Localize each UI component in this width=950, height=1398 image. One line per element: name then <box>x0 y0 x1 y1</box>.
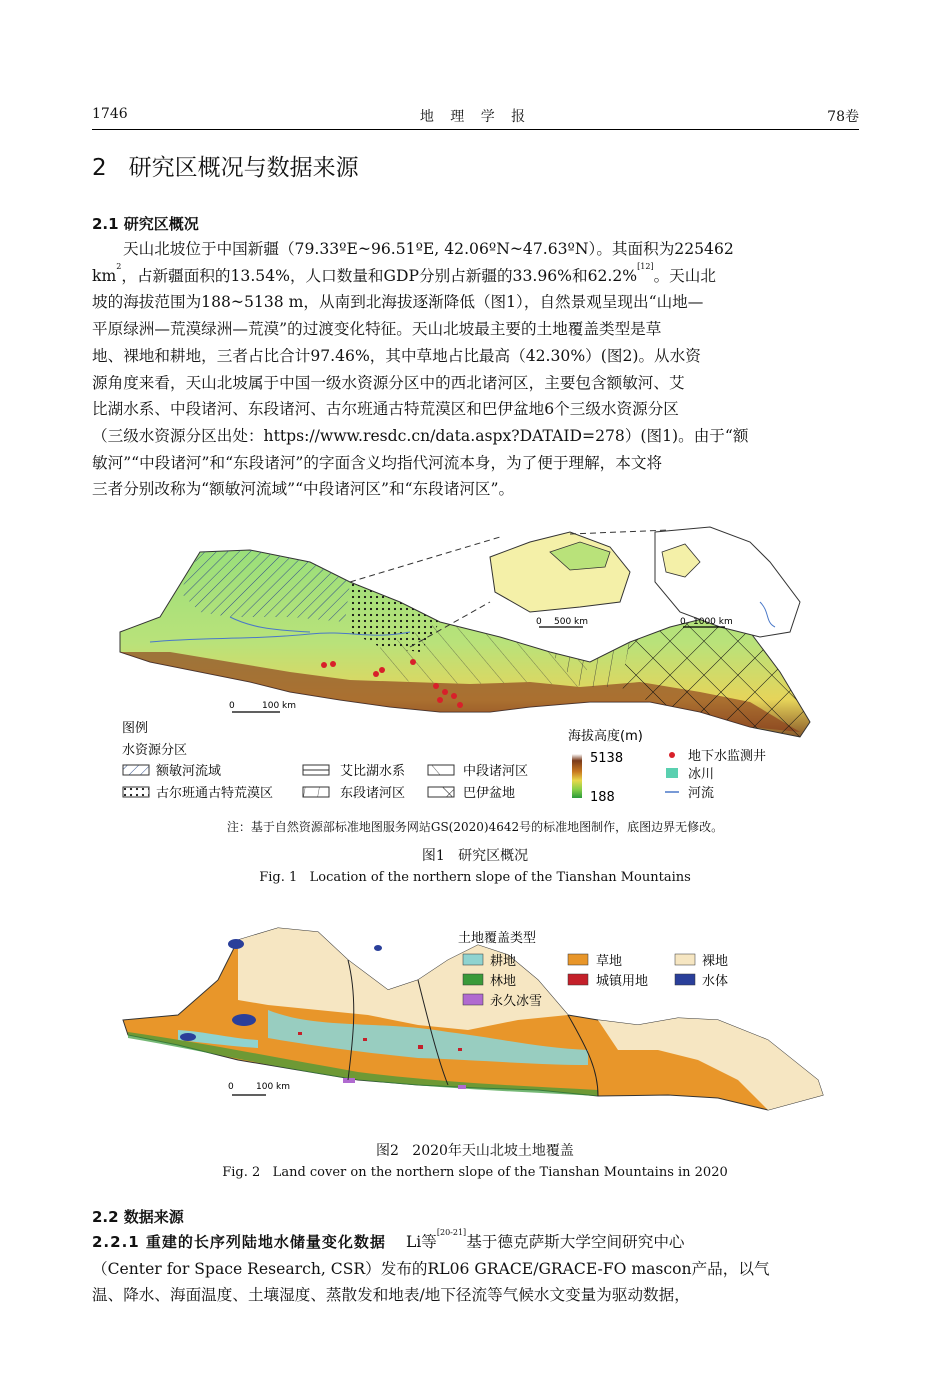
paragraph-study-area <box>92 236 859 503</box>
section-title: 2 研究区概况与数据来源 <box>92 155 359 181</box>
well-point <box>451 693 457 699</box>
para1-line: （三级水资源分区出处：https://www.resdc.cn/data.aspx?DATAID=278）(图1)。由于“额 <box>92 426 749 445</box>
header-rule <box>92 129 859 130</box>
scale-zero: 0 <box>228 1082 234 1092</box>
para1-line: 天山北坡位于中国新疆（79.33ºE~96.51ºE, 42.06ºN~47.63ºN）。其面积为225462 <box>123 240 734 258</box>
para1-line: 三者分别改称为“额敏河流域”“中段诸河区”和“东段诸河区”。 <box>92 480 515 499</box>
legend-label: 巴伊盆地 <box>463 786 516 801</box>
para1-line: 敏河”“中段诸河”和“东段诸河”的字面含义均指代河流本身，为了便于理解，本文将 <box>92 453 663 472</box>
legend-swatch <box>123 765 149 775</box>
citation-ref: [12] <box>637 261 654 271</box>
figure-1-caption-cn: 图1 研究区概况 <box>421 848 529 864</box>
elevation-max: 5138 <box>590 751 624 766</box>
snow-patch <box>458 1085 466 1089</box>
citation-ref: [20-21] <box>436 1228 467 1237</box>
scale-zero: 0 <box>680 617 686 627</box>
legend-label: 裸地 <box>702 954 729 969</box>
urban-patch <box>458 1048 462 1051</box>
well-point <box>437 697 443 703</box>
volume-label: 78卷 <box>827 109 859 125</box>
text-span: km <box>92 266 117 285</box>
xinjiang-inset <box>490 532 630 612</box>
legend-label: 艾比湖水系 <box>340 764 406 779</box>
legend-swatch-snow <box>463 994 483 1005</box>
legend-swatch-bare <box>675 954 695 965</box>
urban-patch <box>418 1045 423 1049</box>
running-header <box>92 106 859 130</box>
figure-1-note: 注：基于自然资源部标准地图服务网站GS(2020)4642号的标准地图制作，底图边界无修改。 <box>226 820 724 834</box>
water-body <box>228 939 244 949</box>
legend-label: 城镇用地 <box>596 974 649 989</box>
legend-swatch-grassland <box>568 954 588 965</box>
superscript: 2 <box>116 261 122 271</box>
inset-connector <box>350 537 500 582</box>
legend-title: 图例 <box>122 721 149 736</box>
para1-line: 坡的海拔范围为188~5138 m，从南到北海拔逐渐降低（图1），自然景观呈现出“山地— <box>92 293 704 312</box>
scale-dist: 100 km <box>256 1082 291 1092</box>
para2-line: （Center for Space Research, CSR）发布的RL06 GRACE/GRACE-FO mascon产品，以气 <box>92 1259 770 1278</box>
legend-swatch <box>428 787 454 797</box>
legend-subtitle: 水资源分区 <box>122 743 188 758</box>
elevation-legend-title: 海拔高度(m) <box>568 729 643 744</box>
journal-title: 地 理 学 报 <box>419 109 532 125</box>
paragraph-data-source <box>92 1229 859 1309</box>
figure-1-caption-en: Fig. 1 Location of the northern slope of the Tianshan Mountains <box>259 870 691 885</box>
well-point <box>330 661 336 667</box>
legend-label: 永久冰雪 <box>490 994 543 1009</box>
subsection-2-2-title: 2.2 数据来源 <box>92 1208 184 1226</box>
text-span: 基于德克萨斯大学空间研究中心 <box>466 1233 685 1251</box>
well-point <box>321 662 327 668</box>
legend-swatch-cropland <box>463 954 483 965</box>
legend-label: 古尔班通古特荒漠区 <box>156 786 274 801</box>
scale-zero: 0 <box>229 701 235 711</box>
well-point <box>442 689 448 695</box>
para1-line: 源角度来看，天山北坡属于中国一级水资源分区中的西北诸河区，主要包含额敏河、艾 <box>92 373 685 392</box>
legend-swatch-forest <box>463 974 483 985</box>
legend-label: 林地 <box>490 974 517 989</box>
landcover-legend-title: 土地覆盖类型 <box>458 931 537 946</box>
para2-line <box>92 1229 859 1256</box>
well-legend-icon <box>669 752 675 758</box>
figure-2-map <box>118 920 830 1120</box>
scale-dist: 1000 km <box>693 617 733 627</box>
figure-2-caption-cn: 图2 2020年天山北坡土地覆盖 <box>376 1143 574 1159</box>
page-number: 1746 <box>92 106 128 122</box>
elevation-ramp <box>572 754 582 798</box>
legend-swatch <box>303 787 329 797</box>
legend-label: 地下水监测井 <box>688 749 767 764</box>
urban-patch <box>298 1032 302 1035</box>
well-point <box>433 683 439 689</box>
text-span: 。天山北 <box>653 266 716 285</box>
scale-zero: 0 <box>536 617 542 627</box>
legend-label: 河流 <box>688 786 715 801</box>
para2-line: 温、降水、海面温度、土壤湿度、蒸散发和地表/地下径流等气候水文变量为驱动数据， <box>92 1286 690 1305</box>
figure-1-map <box>110 522 840 817</box>
text-span: ，占新疆面积的13.54%，人口数量和GDP分别占新疆的33.96%和62.2% <box>121 266 638 285</box>
legend-label: 东段诸河区 <box>340 786 406 801</box>
para1-line <box>92 263 859 290</box>
urban-patch <box>363 1038 367 1041</box>
para1-line: 平原绿洲—荒漠绿洲—荒漠”的过渡变化特征。天山北坡最主要的土地覆盖类型是草 <box>92 320 662 339</box>
scale-dist: 100 km <box>262 701 297 711</box>
legend-label: 冰川 <box>688 767 715 782</box>
text-span: Li等 <box>405 1233 437 1251</box>
legend-swatch <box>123 787 149 797</box>
water-body <box>374 945 382 951</box>
legend-label: 额敏河流域 <box>156 764 222 779</box>
emin-river-zone <box>180 550 350 622</box>
legend-swatch <box>428 765 454 775</box>
well-point <box>373 671 379 677</box>
legend-label: 水体 <box>702 974 729 989</box>
water-body <box>232 1014 256 1026</box>
figure-2-caption-en: Fig. 2 Land cover on the northern slope of the Tianshan Mountains in 2020 <box>222 1165 728 1180</box>
well-point <box>457 702 463 708</box>
scale-dist: 500 km <box>554 617 589 627</box>
legend-swatch-water <box>675 974 695 985</box>
well-point <box>410 659 416 665</box>
legend-label: 草地 <box>596 954 623 969</box>
well-point <box>379 667 385 673</box>
snow-patch <box>343 1078 355 1083</box>
water-body <box>180 1033 196 1041</box>
subsub-2-2-1-title: 2.2.1 重建的长序列陆地水储量变化数据 <box>92 1233 386 1251</box>
glacier-legend-icon <box>666 768 678 778</box>
subsection-2-1-title: 2.1 研究区概况 <box>92 215 199 233</box>
elevation-min: 188 <box>590 790 615 805</box>
legend-swatch-urban <box>568 974 588 985</box>
legend-label: 耕地 <box>490 954 517 969</box>
legend-label: 中段诸河区 <box>463 764 529 779</box>
para1-line: 地、裸地和耕地，三者占比合计97.46%，其中草地占比最高（42.30%）(图2)。从水资 <box>92 346 701 365</box>
para1-line: 比湖水系、中段诸河、东段诸河、古尔班通古特荒漠区和巴伊盆地6个三级水资源分区 <box>92 400 679 419</box>
